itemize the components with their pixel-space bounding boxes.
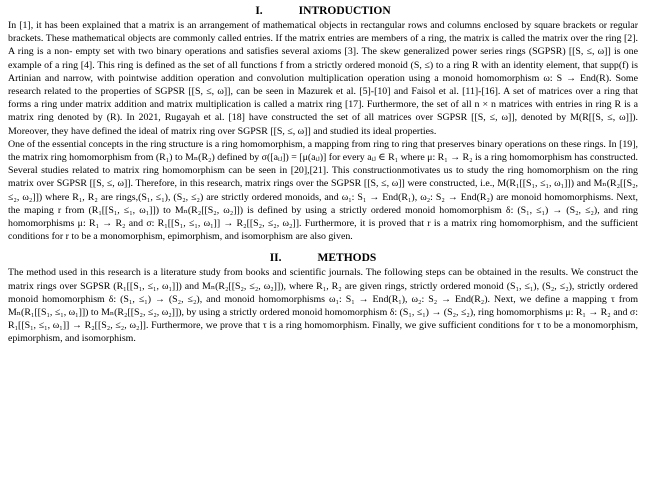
- introduction-paragraph-1: In [1], it has been explained that a matrix is an arrangement of mathematical objects in rectangular rows and columns enclosed by square brackets or regular brackets. These mathematical objects are commonly called entries. If the matrix entries are members of a ring, the matrix is called the matrix over the ring [2]. A ring is a non- empty set with two binary operations and satisfies several axioms [3]. The skew generalized power series rings (SGPSR) [[S, ≤, ω]] is one example of a ring [4]. This ring is defined as the set of all functions f from a strictly ordered monoid (S, ≤) to a ring R with an identity element, that supp(f) is Artinian and narrow, with pointwise addition operation and convolution multiplication operation using a monoid homomorphism ω: S → End(R). Some research related to the properties of SGPSR [[S, ≤, ω]], can be seen in Mazurek et al. [5]-[10] and Faisol et al. [11]-[16]. A set of matrices over a ring that forms a ring under matrix addition and matrix multiplication is called a matrix ring [17]. Furthermore, the set of all n × n matrices with entries in ring R is a matrix ring denoted by (R). In 2021, Rugayah et al. [18] have constructed the set of all matrices over SGPSR [[S, ≤, ω]], denoted by M(R[[S, ≤, ω]]). Moreover, they have defined the ideal of matrix ring over SGPSR [[S, ≤, ω]] and studied its ideal properties.: [8, 20, 638, 137]
- section-number: I.: [255, 5, 263, 17]
- section-number: II.: [269, 252, 282, 265]
- section-heading-methods: [8, 251, 638, 265]
- methods-paragraph-1: The method used in this research is a literature study from books and scientific journals. The following steps can be obtained in the results. We construct the matrix rings over SGPSR (R₁[[S₁, ≤₁, ω₁]]) and Mₙ(R₂[[S₂, ≤₂, ω₂]]), where R₁, R₂ are given rings, strictly ordered monoid (S₁, ≤₁), (S₂, ≤₂), strictly ordered monoid homomorphism δ: (S₁, ≤₁) → (S₂, ≤₂), and monoid homomorphisms ω₁: S₁ → End(R₁), ω₂: S₂ → End(R₂). Next, we define a mapping τ from Mₙ(R₁[[S₁, ≤₁, ω₁]]) to Mₙ(R₂[[S₂, ≤₂, ω₂]]), by using a strictly ordered monoid homomorphism δ: (S₁, ≤₁) → (S₂, ≤₂), ring homomorphisms μ: R₁ → R₂ and σ: R₁[[S₁, ≤₁, ω₁]] → R₂[[S₂, ≤₂, ω₂]]. Furthermore, we prove that τ is a ring homomorphism. Finally, we give sufficient conditions for τ to be a monomorphism, epimorphism, and isomorphism.: [8, 267, 638, 345]
- section-title: INTRODUCTION: [298, 5, 391, 17]
- section-title: METHODS: [317, 252, 377, 265]
- section-heading-introduction: [8, 4, 638, 18]
- introduction-paragraph-2: One of the essential concepts in the ring structure is a ring homomorphism, a mapping from ring to ring that preserves binary operations on these rings. In [19], the matrix ring homomorphism from (R₁) to Mₙ(R₂) defined by σ([aᵢⱼ]) = [μ(aᵢⱼ)] for every aᵢⱼ ∈ R₁ where μ: R₁ → R₂ is a ring homomorphism has constructed. Several studies related to matrix ring homomorphism can be seen in [20],[21]. This constructionmotivates us to study the ring homomorphism on the ring matrix over SGPSR [[S, ≤, ω]]. Therefore, in this research, matrix rings over the SGPSR [[S, ≤, ω]] were constructed, i.e., M(R₁[[S₁, ≤₁, ω₁]]) and Mₙ(R₂[[S₂, ≤₂, ω₂]]) where R₁, R₂ are rings,(S₁, ≤₁), (S₂, ≤₂) are strictly ordered monoids, and ω₁: S₁ → End(R₁), ω₂: S₂ → End(R₂) are monoid homomorphisms. Next, the maping r from (R₁[[S₁, ≤₁, ω₁]]) to Mₙ(R₂[[S₂, ω₂]]) is defined by using a strictly ordered monoid homomorphism δ: (S₁, ≤₁) → (S₂, ≤₂), and ring homomorphisms μ: R₁ → R₂ and σ: R₁[[S₁, ≤₁, ω₁]] → R₂[[S₂, ≤₂, ω₂]]. Furthermore, it is proved that r is a matrix ring homomorphism, and the sufficient conditions for r to be a monomorphism, epimorphism, and isomorphism are also given.: [8, 138, 638, 243]
